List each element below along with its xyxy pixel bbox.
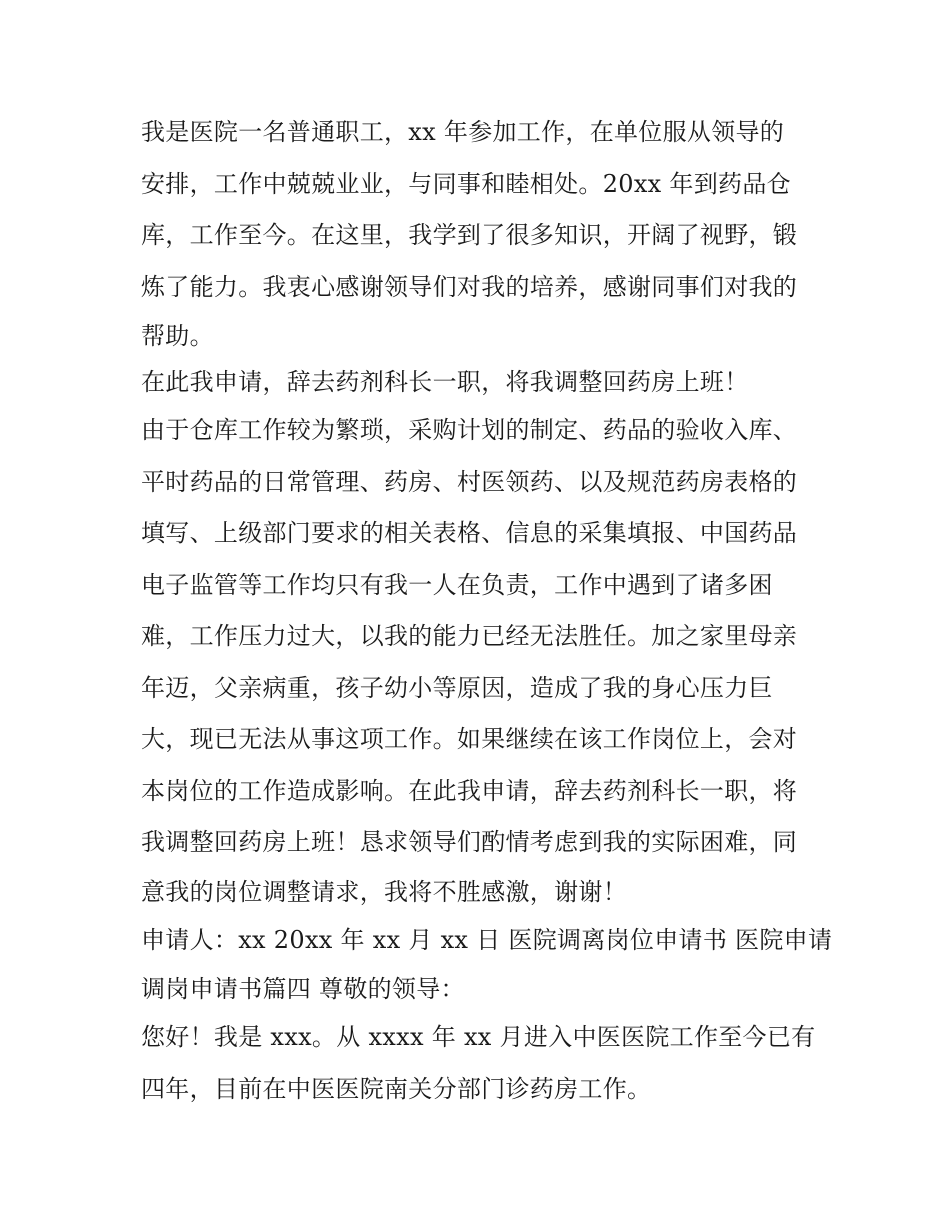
paragraph-line: 炼了能力。我衷心感谢领导们对我的培养，感谢同事们对我的	[141, 272, 798, 301]
paragraph-line: 我调整回药房上班！恳求领导们酌情考虑到我的实际困难，同	[141, 828, 798, 856]
paragraph-line: 填写、上级部门要求的相关表格、信息的采集填报、中国药品	[141, 519, 798, 547]
paragraph-line: 调岗申请书篇四 尊敬的领导：	[141, 975, 465, 1003]
paragraph-line: 大，现已无法从事这项工作。如果继续在该工作岗位上，会对	[141, 725, 798, 753]
paragraph-line: 平时药品的日常管理、药房、村医领药、以及规范药房表格的	[141, 467, 798, 496]
paragraph-line: 意我的岗位调整请求，我将不胜感激，谢谢！	[141, 877, 627, 906]
paragraph-line: 年迈，父亲病重，孩子幼小等原因，造成了我的身心压力巨	[141, 673, 773, 702]
paragraph-line: 本岗位的工作造成影响。在此我申请，辞去药剂科长一职，将	[141, 776, 798, 805]
document-body	[141, 107, 833, 1115]
paragraph-line: 在此我申请，辞去药剂科长一职，将我调整回药房上班！	[141, 368, 749, 396]
paragraph-line: 申请人：xx 20xx 年 xx 月 xx 日 医院调离岗位申请书 医院申请	[141, 925, 833, 954]
paragraph-line: 由于仓库工作较为繁琐，采购计划的制定、药品的验收入库、	[141, 416, 798, 444]
paragraph-line: 四年，目前在中医医院南关分部门诊药房工作。	[141, 1074, 652, 1103]
paragraph-line: 您好！我是 xxx。从 xxxx 年 xx 月进入中医医院工作至今已有	[141, 1023, 816, 1051]
paragraph-line: 难，工作压力过大，以我的能力已经无法胜任。加之家里母亲	[141, 622, 798, 650]
paragraph-line: 帮助。	[141, 322, 214, 350]
paragraph-line: 库，工作至今。在这里，我学到了很多知识，开阔了视野，锻	[141, 221, 798, 249]
paragraph-line: 电子监管等工作均只有我一人在负责，工作中遇到了诸多困	[141, 570, 773, 599]
paragraph-line: 安排，工作中兢兢业业，与同事和睦相处。20xx 年到药品仓	[141, 169, 791, 198]
paragraph-line: 我是医院一名普通职工，xx 年参加工作，在单位服从领导的	[141, 118, 785, 146]
